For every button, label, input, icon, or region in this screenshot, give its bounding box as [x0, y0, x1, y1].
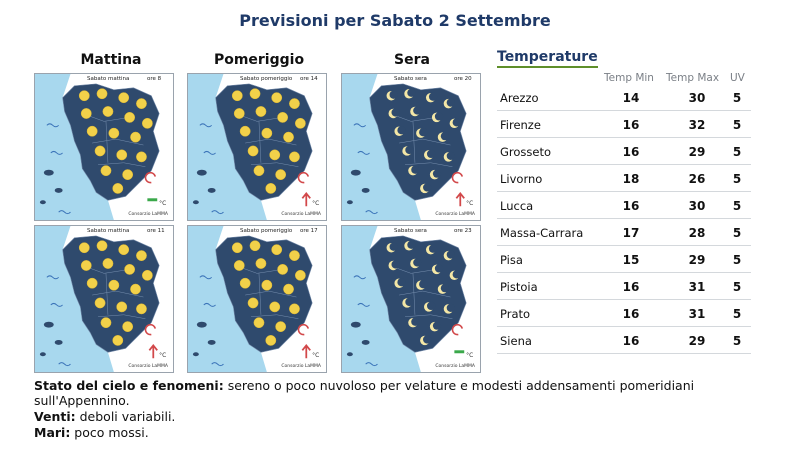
temp-max-value: 31	[688, 307, 706, 321]
light-wind-icon	[453, 173, 463, 183]
city-name: Grosseto	[500, 145, 552, 159]
sun-icon	[113, 183, 123, 193]
sun-icon	[109, 128, 119, 138]
sun-icon	[234, 108, 244, 118]
weather-map	[187, 73, 327, 221]
temp-min-value: 16	[622, 118, 640, 132]
header-temp-max: Temp Max	[666, 72, 720, 84]
island	[208, 188, 216, 193]
sun-icon	[136, 98, 146, 108]
map-label: Sabato mattina	[87, 228, 130, 234]
sun-icon	[142, 270, 152, 280]
temp-min-value: 16	[622, 280, 640, 294]
temp-up-arrow-icon	[149, 345, 157, 358]
column-header-morning: Mattina	[80, 52, 142, 68]
weather-map	[187, 225, 327, 373]
sun-icon	[272, 245, 282, 255]
sun-icon	[87, 126, 97, 136]
sun-icon	[266, 335, 276, 345]
weather-map	[34, 225, 174, 373]
sun-icon	[101, 318, 111, 328]
island	[40, 352, 46, 356]
variable-wind-icon	[299, 325, 309, 335]
map-hour: ore 8	[147, 76, 162, 82]
uv-value: 5	[732, 253, 742, 267]
island	[362, 188, 370, 193]
temp-max-value: 31	[688, 280, 706, 294]
map-hour: ore 20	[454, 76, 472, 82]
sky-description	[34, 378, 694, 393]
sun-icon	[295, 270, 305, 280]
variable-wind-icon	[299, 173, 309, 183]
temp-min-value: 16	[622, 199, 640, 213]
city-name: Prato	[500, 307, 531, 321]
map-credit: Consorzio LaMMA	[435, 212, 475, 217]
sun-icon	[240, 126, 250, 136]
map-hour: ore 23	[454, 228, 472, 234]
sun-icon	[254, 318, 264, 328]
temperature-title: Temperature	[497, 49, 598, 68]
sun-icon	[289, 152, 299, 162]
temp-min-value: 16	[622, 334, 640, 348]
uv-value: 5	[732, 118, 742, 132]
island	[208, 340, 216, 345]
sun-icon	[276, 321, 286, 331]
temperature-row	[497, 165, 751, 192]
temperature-row	[497, 138, 751, 165]
sun-icon	[119, 93, 129, 103]
map-credit: Consorzio LaMMA	[128, 364, 168, 369]
map-label: Sabato pomeriggio	[240, 228, 293, 234]
temp-min-value: 17	[622, 226, 640, 240]
map-credit: Consorzio LaMMA	[435, 364, 475, 369]
temperature-row	[497, 300, 751, 327]
temp-unit: °C	[466, 353, 474, 360]
sky-text: sereno o poco nuvoloso per velature e modesti addensamenti pomeridiani	[223, 378, 695, 393]
variable-wind-icon	[146, 173, 156, 183]
map-hour: ore 17	[300, 228, 318, 234]
temp-up-arrow-icon	[302, 345, 310, 358]
sun-icon	[142, 118, 152, 128]
island	[197, 322, 207, 328]
island	[44, 170, 54, 176]
temperature-row	[497, 111, 751, 138]
sun-icon	[262, 128, 272, 138]
temp-unit: °C	[159, 201, 167, 208]
sun-icon	[81, 108, 91, 118]
sun-icon	[97, 241, 107, 251]
sun-icon	[254, 166, 264, 176]
island	[40, 200, 46, 204]
map-credit: Consorzio LaMMA	[128, 212, 168, 217]
temperature-row	[497, 246, 751, 273]
sun-icon	[87, 278, 97, 288]
sun-icon	[117, 302, 127, 312]
temperature-row	[497, 273, 751, 300]
sun-icon	[289, 250, 299, 260]
uv-value: 5	[732, 91, 742, 105]
sun-icon	[125, 264, 135, 274]
sea-text: poco mossi.	[70, 425, 149, 440]
page-title: Previsioni per Sabato 2 Settembre	[239, 11, 551, 30]
map-hour: ore 11	[147, 228, 165, 234]
sun-icon	[262, 280, 272, 290]
sun-icon	[240, 278, 250, 288]
tuscany-map	[35, 74, 173, 220]
weather-map	[341, 225, 481, 373]
header-uv: UV	[730, 72, 745, 84]
sun-icon	[278, 112, 288, 122]
sun-icon	[289, 98, 299, 108]
sun-icon	[278, 264, 288, 274]
sun-icon	[248, 146, 258, 156]
sun-icon	[119, 245, 129, 255]
island	[193, 352, 199, 356]
map-label: Sabato sera	[394, 76, 427, 82]
temp-up-arrow-icon	[456, 193, 464, 206]
wind-text: deboli variabili.	[75, 409, 176, 424]
sun-icon	[95, 146, 105, 156]
temp-max-value: 32	[688, 118, 706, 132]
sun-icon	[136, 304, 146, 314]
tuscany-map	[188, 74, 326, 220]
city-name: Livorno	[500, 172, 543, 186]
island	[347, 200, 353, 204]
weather-map	[341, 73, 481, 221]
island	[55, 188, 63, 193]
sun-icon	[234, 260, 244, 270]
sun-icon	[81, 260, 91, 270]
tuscany-map	[342, 226, 480, 372]
temp-unit: °C	[159, 353, 167, 360]
variable-wind-icon	[146, 325, 156, 335]
sea-label: Mari:	[34, 425, 71, 440]
city-name: Massa-Carrara	[500, 226, 584, 240]
island	[362, 340, 370, 345]
temp-min-value: 14	[622, 91, 640, 105]
sun-icon	[101, 166, 111, 176]
sun-icon	[109, 280, 119, 290]
temp-min-value: 15	[622, 253, 640, 267]
map-credit: Consorzio LaMMA	[281, 364, 321, 369]
island	[347, 352, 353, 356]
temp-unit: °C	[312, 201, 320, 208]
sun-icon	[289, 304, 299, 314]
city-name: Siena	[500, 334, 532, 348]
sun-icon	[270, 302, 280, 312]
sun-icon	[283, 132, 293, 142]
island	[44, 322, 54, 328]
temp-max-value: 30	[688, 199, 706, 213]
temperature-row	[497, 219, 751, 246]
sky-description-cont: sull'Appennino.	[34, 393, 130, 408]
sea-description	[34, 425, 149, 440]
tuscany-map	[35, 226, 173, 372]
uv-value: 5	[732, 334, 742, 348]
temp-steady-icon	[454, 350, 464, 353]
sun-icon	[103, 258, 113, 268]
sun-icon	[117, 150, 127, 160]
temp-unit: °C	[312, 353, 320, 360]
island	[55, 340, 63, 345]
tuscany-map	[188, 226, 326, 372]
sun-icon	[256, 106, 266, 116]
map-label: Sabato mattina	[87, 76, 130, 82]
sun-icon	[248, 298, 258, 308]
sun-icon	[125, 112, 135, 122]
sun-icon	[232, 91, 242, 101]
sun-icon	[130, 132, 140, 142]
temp-min-value: 18	[622, 172, 640, 186]
city-name: Lucca	[500, 199, 534, 213]
map-credit: Consorzio LaMMA	[281, 212, 321, 217]
sun-icon	[97, 89, 107, 99]
sun-icon	[276, 169, 286, 179]
uv-value: 5	[732, 172, 742, 186]
tuscany-map	[342, 74, 480, 220]
sky-label: Stato del cielo e fenomeni:	[34, 378, 224, 393]
sun-icon	[250, 241, 260, 251]
map-label: Sabato sera	[394, 228, 427, 234]
sun-icon	[256, 258, 266, 268]
city-name: Arezzo	[500, 91, 539, 105]
sun-icon	[136, 250, 146, 260]
city-name: Pistoia	[500, 280, 538, 294]
temp-max-value: 29	[688, 334, 706, 348]
uv-value: 5	[732, 280, 742, 294]
sun-icon	[123, 321, 133, 331]
temp-up-arrow-icon	[302, 193, 310, 206]
sun-icon	[283, 284, 293, 294]
sun-icon	[266, 183, 276, 193]
uv-value: 5	[732, 199, 742, 213]
sun-icon	[79, 91, 89, 101]
temperature-row	[497, 84, 751, 111]
island	[351, 322, 361, 328]
sun-icon	[123, 169, 133, 179]
wind-description	[34, 409, 175, 424]
uv-value: 5	[732, 307, 742, 321]
temp-max-value: 30	[688, 91, 706, 105]
temp-steady-icon	[147, 198, 157, 201]
uv-value: 5	[732, 226, 742, 240]
temp-max-value: 26	[688, 172, 706, 186]
temp-min-value: 16	[622, 145, 640, 159]
island	[351, 170, 361, 176]
sun-icon	[295, 118, 305, 128]
sun-icon	[95, 298, 105, 308]
sun-icon	[79, 243, 89, 253]
sun-icon	[130, 284, 140, 294]
column-header-evening: Sera	[394, 52, 430, 68]
island	[197, 170, 207, 176]
variable-wind-icon	[453, 325, 463, 335]
city-name: Firenze	[500, 118, 541, 132]
sun-icon	[232, 243, 242, 253]
sun-icon	[113, 335, 123, 345]
sun-icon	[103, 106, 113, 116]
uv-value: 5	[732, 145, 742, 159]
sun-icon	[272, 93, 282, 103]
column-header-afternoon: Pomeriggio	[213, 52, 305, 68]
temp-unit: °C	[466, 201, 474, 208]
map-hour: ore 14	[300, 76, 318, 82]
temperature-row	[497, 192, 751, 219]
header-temp-min: Temp Min	[604, 72, 654, 84]
sun-icon	[136, 152, 146, 162]
temperature-row	[497, 327, 751, 354]
sun-icon	[250, 89, 260, 99]
temp-max-value: 29	[688, 145, 706, 159]
weather-map	[34, 73, 174, 221]
wind-label: Venti:	[34, 409, 76, 424]
map-label: Sabato pomeriggio	[240, 76, 293, 82]
temp-max-value: 29	[688, 253, 706, 267]
temp-max-value: 28	[688, 226, 706, 240]
temp-min-value: 16	[622, 307, 640, 321]
city-name: Pisa	[500, 253, 523, 267]
sun-icon	[270, 150, 280, 160]
island	[193, 200, 199, 204]
